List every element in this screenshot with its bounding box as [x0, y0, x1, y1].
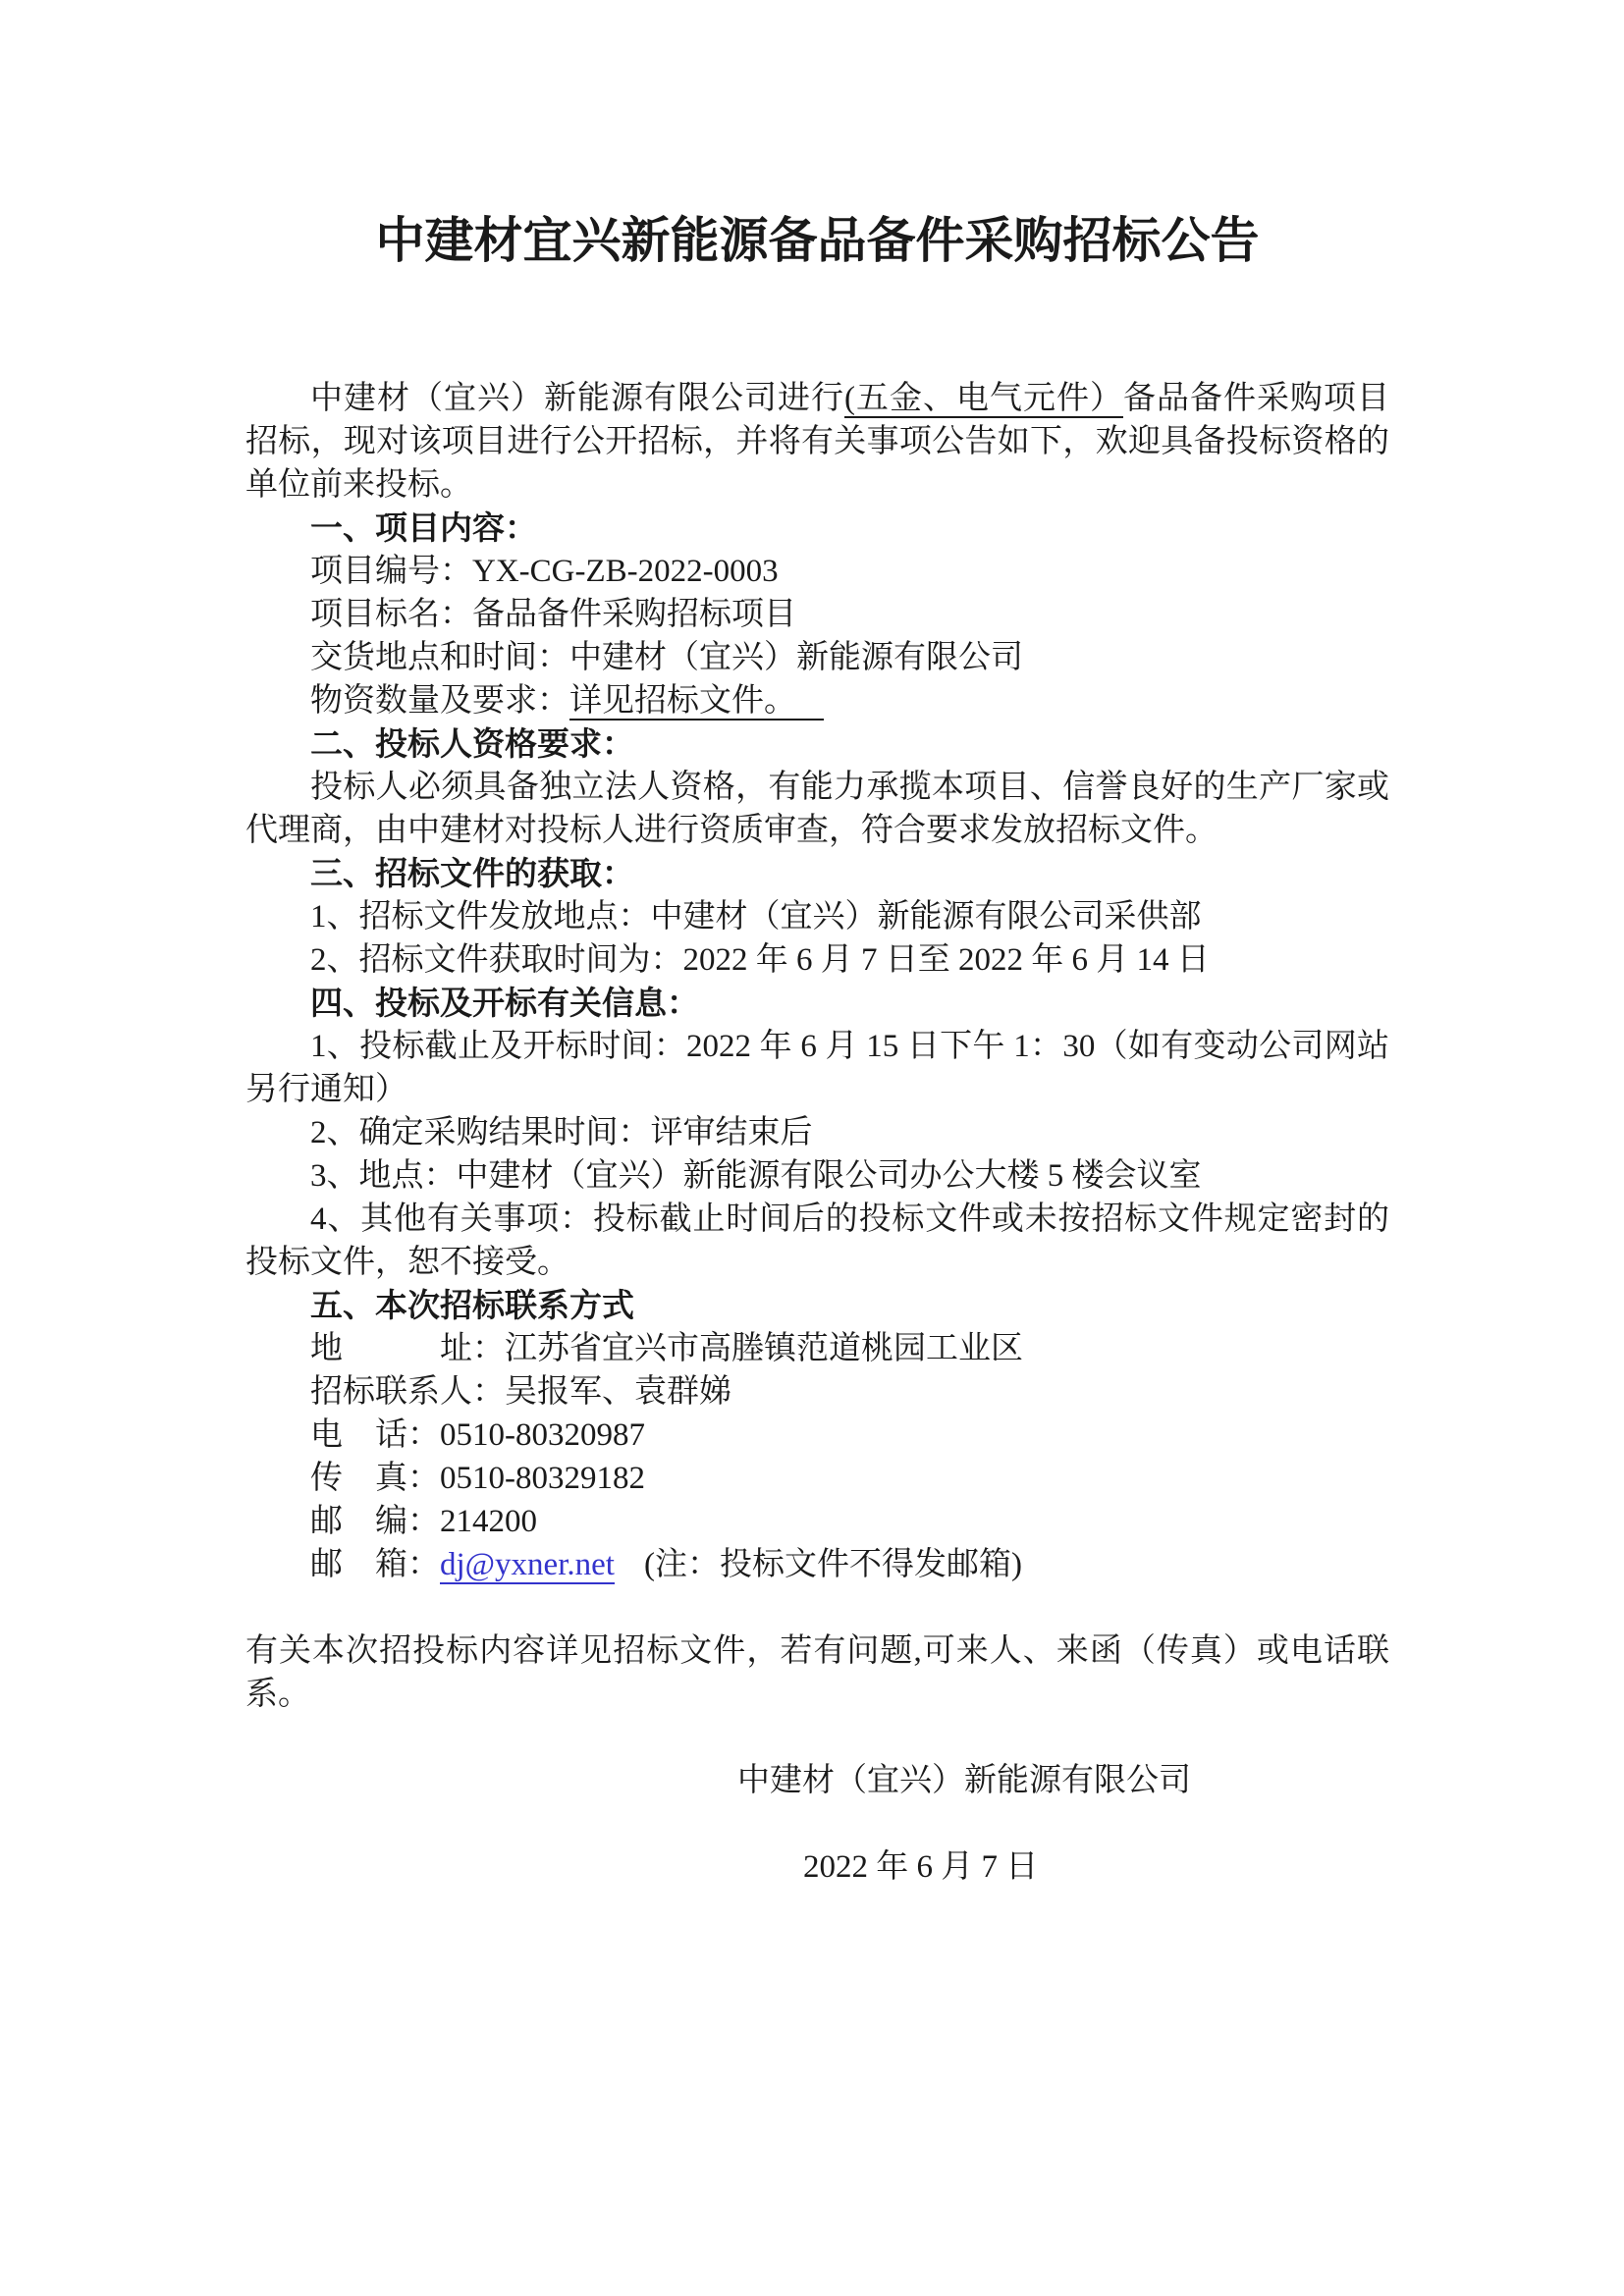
section3-heading: 三、招标文件的获取：	[310, 855, 634, 891]
intro-paragraph	[245, 377, 1389, 507]
phone-label: 电 话：	[310, 1417, 440, 1453]
document-title: 中建材宜兴新能源备品备件采购招标公告	[375, 213, 1260, 268]
section2-heading: 二、投标人资格要求：	[310, 725, 634, 762]
intro-rest: 备品备件采购项目招标，现对该项目进行公开招标，并将有关事项公告如下，欢迎具备投标资格的单位前来投标。	[245, 381, 1389, 503]
contact-email-line	[245, 1543, 1389, 1586]
section1-project-number: 项目编号：YX-CG-ZB-2022-0003	[310, 554, 779, 589]
zip-value: 214200	[440, 1504, 537, 1539]
closing-paragraph: 有关本次招投标内容详见招标文件，若有问题,可来人、来函（传真）或电话联系。	[245, 1633, 1389, 1712]
section2-body: 投标人必须具备独立法人资格，有能力承揽本项目、信誉良好的生产厂家或代理商，由中建材对投标人进行资质审查，符合要求发放招标文件。	[245, 770, 1389, 848]
contact-fax-line	[245, 1457, 1389, 1500]
section5-heading: 五、本次招标联系方式	[310, 1287, 634, 1323]
materials-value-underlined: 详见招标文件。	[569, 683, 824, 721]
section3-item-location: 1、招标文件发放地点：中建材（宜兴）新能源有限公司采供部	[310, 899, 1202, 934]
section4-item-other: 4、其他有关事项：投标截止时间后的投标文件或未按招标文件规定密封的投标文件，恕不接受。	[245, 1201, 1389, 1280]
contact-person-line	[245, 1370, 1389, 1414]
section1-delivery: 交货地点和时间：中建材（宜兴）新能源有限公司	[310, 640, 1023, 675]
section4-heading: 四、投标及开标有关信息：	[310, 985, 699, 1021]
section1-materials	[245, 679, 1389, 722]
section4-item-place: 3、地点：中建材（宜兴）新能源有限公司办公大楼 5 楼会议室	[310, 1158, 1202, 1194]
contact-address-line	[245, 1327, 1389, 1370]
signature-company: 中建材（宜兴）新能源有限公司	[737, 1763, 1191, 1798]
zip-label: 邮 编：	[310, 1504, 440, 1539]
materials-label: 物资数量及要求：	[310, 683, 569, 719]
document-date: 2022 年 6 月 7 日	[803, 1849, 1039, 1885]
section4-item-deadline: 1、投标截止及开标时间：2022 年 6 月 15 日下午 1：30（如有变动公司网站另行通知）	[245, 1029, 1389, 1107]
email-note: (注：投标文件不得发邮箱)	[643, 1547, 1022, 1582]
address-label: 地 址：	[310, 1331, 505, 1366]
contact-label: 招标联系人：	[310, 1374, 505, 1410]
contact-value: 吴报军、袁群娣	[505, 1374, 731, 1410]
email-link[interactable]: dj@yxner.net	[440, 1547, 615, 1582]
phone-value: 0510-80320987	[440, 1417, 645, 1453]
section1-project-name: 项目标名：备品备件采购招标项目	[310, 597, 796, 632]
contact-zip-line	[245, 1500, 1389, 1543]
section4-item-result-time: 2、确定采购结果时间：评审结束后	[310, 1115, 813, 1150]
intro-lead: 中建材（宜兴）新能源有限公司进行	[310, 381, 844, 416]
section1-heading: 一、项目内容：	[310, 509, 537, 546]
address-value: 江苏省宜兴市高塍镇范道桃园工业区	[505, 1331, 1023, 1366]
section3-item-time: 2、招标文件获取时间为：2022 年 6 月 7 日至 2022 年 6 月 14 日	[310, 942, 1210, 978]
email-label: 邮 箱：	[310, 1547, 440, 1582]
fax-value: 0510-80329182	[440, 1461, 645, 1496]
fax-label: 传 真：	[310, 1461, 440, 1496]
contact-phone-line	[245, 1414, 1389, 1457]
intro-underlined-scope: (五金、电气元件）	[844, 381, 1123, 416]
